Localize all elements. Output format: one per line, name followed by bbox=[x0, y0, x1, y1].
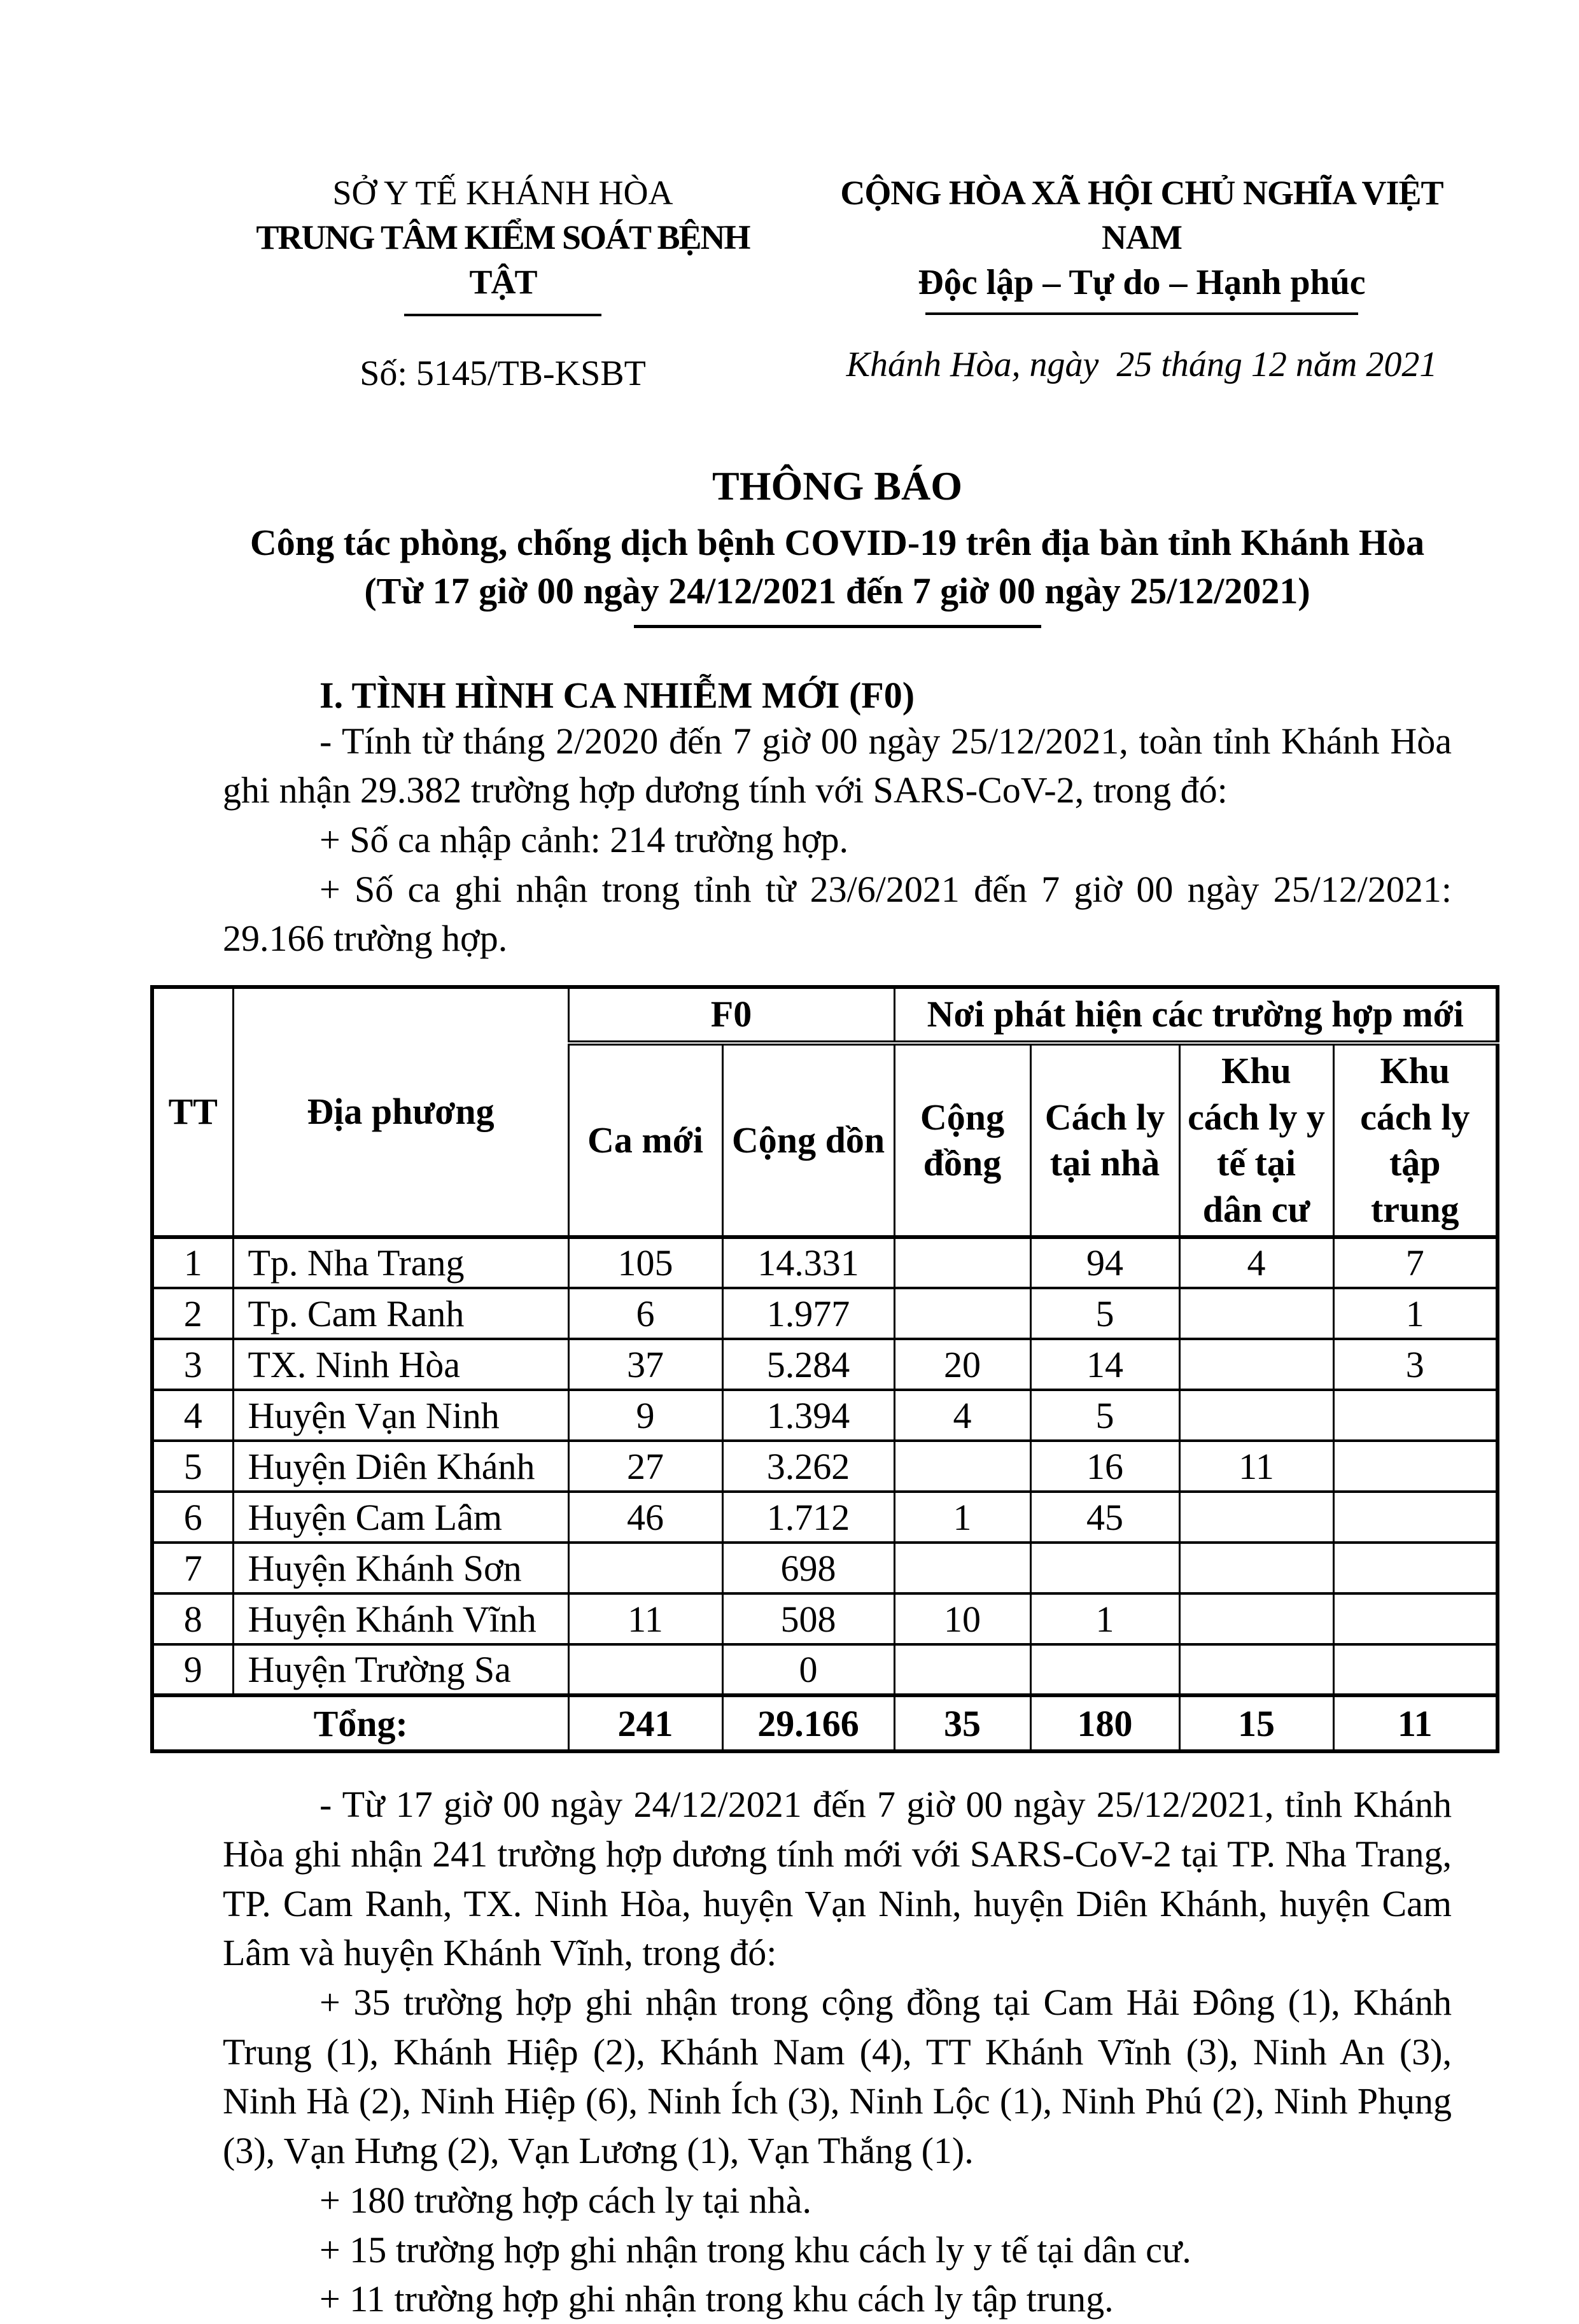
table-cell: Huyện Diên Khánh bbox=[233, 1441, 568, 1492]
table-cell: 10 bbox=[894, 1593, 1030, 1644]
table-cell bbox=[1030, 1644, 1179, 1695]
table-cell bbox=[1333, 1593, 1498, 1644]
table-cell bbox=[1179, 1390, 1333, 1441]
col-header-cong-don: Cộng dồn bbox=[722, 1043, 894, 1237]
table-row bbox=[152, 1543, 1498, 1593]
table-cell bbox=[1179, 1492, 1333, 1543]
table-cell bbox=[894, 1543, 1030, 1593]
table-cell bbox=[894, 1237, 1030, 1288]
table-row bbox=[152, 1492, 1498, 1543]
total-cell: 15 bbox=[1179, 1695, 1333, 1751]
table-cell: 1 bbox=[894, 1492, 1030, 1543]
col-header-khu-cach-ly-y-te: Khu cách ly y tế tại dân cư bbox=[1179, 1043, 1333, 1237]
table-cell bbox=[1333, 1644, 1498, 1695]
table-cell: 698 bbox=[722, 1543, 894, 1593]
doc-number: Số: 5145/TB-KSBT bbox=[360, 353, 646, 393]
table-cell: 1.394 bbox=[722, 1390, 894, 1441]
table-cell: 1.977 bbox=[722, 1288, 894, 1339]
table-cell bbox=[568, 1543, 722, 1593]
table-cell: 5 bbox=[152, 1441, 233, 1492]
col-group-f0: F0 bbox=[568, 987, 894, 1043]
table-cell: 5 bbox=[1030, 1390, 1179, 1441]
table-cell bbox=[1179, 1644, 1333, 1695]
total-cell: 35 bbox=[894, 1695, 1030, 1751]
table-total-row bbox=[152, 1695, 1498, 1751]
document-subtitle: Công tác phòng, chống dịch bệnh COVID-19 trên địa bàn tỉnh Khánh Hòa bbox=[249, 521, 1425, 563]
col-header-cach-ly-tai-nha: Cách ly tại nhà bbox=[1030, 1043, 1179, 1237]
table-cell: 9 bbox=[568, 1390, 722, 1441]
table-cell: 4 bbox=[1179, 1237, 1333, 1288]
table-cell: 1 bbox=[1030, 1593, 1179, 1644]
table-row bbox=[152, 1288, 1498, 1339]
table-cell: 3 bbox=[152, 1339, 233, 1390]
total-cell: 11 bbox=[1333, 1695, 1498, 1751]
table-cell: 11 bbox=[1179, 1441, 1333, 1492]
national-motto-line2: Độc lập – Tự do – Hạnh phúc bbox=[918, 263, 1366, 303]
date-place-line: Khánh Hòa, ngày 25 tháng 12 năm 2021 bbox=[846, 345, 1438, 385]
table-cell: 46 bbox=[568, 1492, 722, 1543]
table-cell: Tp. Cam Ranh bbox=[233, 1288, 568, 1339]
table-row bbox=[152, 1644, 1498, 1695]
paragraph: - Từ 17 giờ 00 ngày 24/12/2021 đến 7 giờ 00 ngày 25/12/2021, tỉnh Khánh Hòa ghi nhận 241 trường hợp dương tính mới với SARS-CoV-2 tại TP. Nha Trang, TP. Cam Ranh, TX. Ninh Hòa, huyện Vạn Ninh, huyện Diên Khánh, huyện Cam Lâm và huyện Khánh Vĩnh, trong đó: bbox=[223, 1784, 1452, 1974]
table-cell: 105 bbox=[568, 1237, 722, 1288]
paragraph: + 11 trường hợp ghi nhận trong khu cách ly tập trung. bbox=[319, 2278, 1114, 2320]
table-cell bbox=[1030, 1543, 1179, 1593]
table-row bbox=[152, 1339, 1498, 1390]
table-cell bbox=[568, 1644, 722, 1695]
table-cell bbox=[1179, 1339, 1333, 1390]
org-name: TRUNG TÂM KIỂM SOÁT BỆNH TẬT bbox=[256, 218, 750, 302]
total-cell: 241 bbox=[568, 1695, 722, 1751]
table-cell: 2 bbox=[152, 1288, 233, 1339]
col-header-cong-dong: Cộng đồng bbox=[894, 1043, 1030, 1237]
col-header-khu-cach-ly-tap-trung: Khu cách ly tập trung bbox=[1333, 1043, 1498, 1237]
document-subtitle-period: (Từ 17 giờ 00 ngày 24/12/2021 đến 7 giờ 00 ngày 25/12/2021) bbox=[364, 570, 1310, 612]
table-cell: 5 bbox=[1030, 1288, 1179, 1339]
table-cell bbox=[1333, 1492, 1498, 1543]
table-cell: 14 bbox=[1030, 1339, 1179, 1390]
table-cell: Huyện Trường Sa bbox=[233, 1644, 568, 1695]
total-cell: 29.166 bbox=[722, 1695, 894, 1751]
col-group-noi-phat-hien: Nơi phát hiện các trường hợp mới bbox=[894, 987, 1498, 1043]
table-cell: 9 bbox=[152, 1644, 233, 1695]
table-cell: 94 bbox=[1030, 1237, 1179, 1288]
table-cell: 3.262 bbox=[722, 1441, 894, 1492]
table-cell bbox=[894, 1644, 1030, 1695]
table-cell: 7 bbox=[152, 1543, 233, 1593]
col-header-tt: TT bbox=[152, 987, 233, 1237]
table-cell: 37 bbox=[568, 1339, 722, 1390]
table-row bbox=[152, 1593, 1498, 1644]
table-cell: 27 bbox=[568, 1441, 722, 1492]
table-cell: Huyện Cam Lâm bbox=[233, 1492, 568, 1543]
table-cell: Huyện Vạn Ninh bbox=[233, 1390, 568, 1441]
table-cell: 1 bbox=[1333, 1288, 1498, 1339]
table-cell: 45 bbox=[1030, 1492, 1179, 1543]
col-header-ca-moi: Ca mới bbox=[568, 1043, 722, 1237]
col-header-dia-phuong: Địa phương bbox=[233, 987, 568, 1237]
table-cell: 7 bbox=[1333, 1237, 1498, 1288]
total-label: Tổng: bbox=[152, 1695, 568, 1751]
table-cell: Tp. Nha Trang bbox=[233, 1237, 568, 1288]
covid-cases-table bbox=[150, 985, 1499, 1753]
paragraph: + 180 trường hợp cách ly tại nhà. bbox=[319, 2179, 811, 2221]
table-cell bbox=[1179, 1543, 1333, 1593]
table-cell: 5.284 bbox=[722, 1339, 894, 1390]
motto-underline bbox=[925, 312, 1358, 315]
table-cell: 4 bbox=[152, 1390, 233, 1441]
table-cell: 6 bbox=[152, 1492, 233, 1543]
table-cell bbox=[1333, 1543, 1498, 1593]
paragraph: - Tính từ tháng 2/2020 đến 7 giờ 00 ngày 25/12/2021, toàn tỉnh Khánh Hòa ghi nhận 29.382 trường hợp dương tính với SARS-CoV-2, trong đó: bbox=[223, 720, 1452, 811]
table-cell: TX. Ninh Hòa bbox=[233, 1339, 568, 1390]
total-cell: 180 bbox=[1030, 1695, 1179, 1751]
table-cell: 4 bbox=[894, 1390, 1030, 1441]
table-cell bbox=[1179, 1593, 1333, 1644]
table-cell bbox=[1333, 1441, 1498, 1492]
paragraph: + Số ca nhập cảnh: 214 trường hợp. bbox=[319, 819, 849, 860]
table-cell: 8 bbox=[152, 1593, 233, 1644]
paragraph: + 15 trường hợp ghi nhận trong khu cách ly y tế tại dân cư. bbox=[319, 2229, 1191, 2271]
table-cell: 6 bbox=[568, 1288, 722, 1339]
table-cell: 11 bbox=[568, 1593, 722, 1644]
document-title: THÔNG BÁO bbox=[712, 463, 962, 508]
table-cell: Huyện Khánh Vĩnh bbox=[233, 1593, 568, 1644]
title-underline bbox=[634, 625, 1041, 628]
table-cell: 20 bbox=[894, 1339, 1030, 1390]
table-row bbox=[152, 1441, 1498, 1492]
table-cell bbox=[894, 1441, 1030, 1492]
national-motto-line1: CỘNG HÒA XÃ HỘI CHỦ NGHĨA VIỆT NAM bbox=[840, 174, 1443, 257]
org-parent-name: SỞ Y TẾ KHÁNH HÒA bbox=[332, 174, 673, 212]
issuing-org-block bbox=[223, 171, 783, 394]
table-cell: 508 bbox=[722, 1593, 894, 1644]
paragraph: + Số ca ghi nhận trong tỉnh từ 23/6/2021 đến 7 giờ 00 ngày 25/12/2021: 29.166 trường hợp. bbox=[223, 868, 1452, 960]
table-cell: 14.331 bbox=[722, 1237, 894, 1288]
table-cell: 0 bbox=[722, 1644, 894, 1695]
table-cell: 16 bbox=[1030, 1441, 1179, 1492]
table-row bbox=[152, 1237, 1498, 1288]
table-cell: 1 bbox=[152, 1237, 233, 1288]
table-cell: 1.712 bbox=[722, 1492, 894, 1543]
table-header-group-row bbox=[152, 987, 1498, 1043]
paragraph: + 35 trường hợp ghi nhận trong cộng đồng tại Cam Hải Đông (1), Khánh Trung (1), Khánh Hiệp (2), Khánh Nam (4), TT Khánh Vĩnh (3), Ninh An (3), Ninh Hà (2), Ninh Hiệp (6), Ninh Ích (3), Ninh Lộc (1), Ninh Phú (2), Ninh Phụng (3), Vạn Hưng (2), Vạn Lương (1), Vạn Thắng (1). bbox=[223, 1982, 1452, 2172]
table-cell bbox=[894, 1288, 1030, 1339]
section-heading: I. TÌNH HÌNH CA NHIỄM MỚI (F0) bbox=[319, 674, 915, 716]
table-cell bbox=[1333, 1390, 1498, 1441]
table-cell: 3 bbox=[1333, 1339, 1498, 1390]
table-row bbox=[152, 1390, 1498, 1441]
national-header-block bbox=[798, 171, 1485, 394]
table-cell: Huyện Khánh Sơn bbox=[233, 1543, 568, 1593]
table-cell bbox=[1179, 1288, 1333, 1339]
document-header bbox=[223, 171, 1485, 394]
org-underline bbox=[404, 314, 601, 316]
